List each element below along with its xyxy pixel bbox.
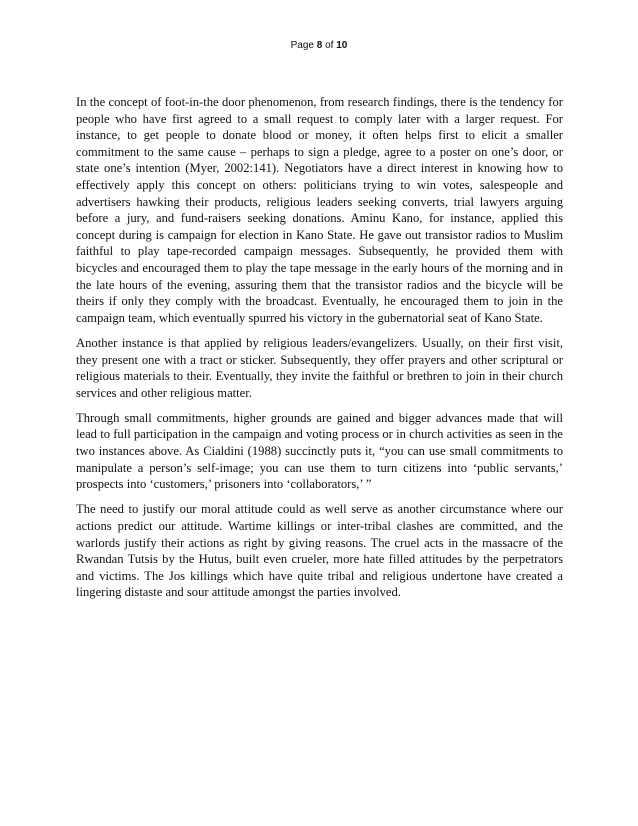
paragraph: Another instance is that applied by religious leaders/evangelizers. Usually, on their first visit, they present one with a tract or sticker. Subsequently, they offer prayers and other scriptural or religious materials to their. Eventually, they invite the faithful or brethren to join in their church services and other religious matter. bbox=[76, 335, 563, 400]
page-label: Page bbox=[290, 40, 314, 51]
paragraph: The need to justify our moral attitude could as well serve as another circumstance where our actions predict our attitude. Wartime killings or inter-tribal clashes are committed, and the warlords justify their actions as right by giving reasons. The cruel acts in the massacre of the Rwandan Tutsis by the Hutus, built even crueler, more hate filled attitudes by the perpetrators and victims. The Jos killings which have quite tribal and religious undertone have created a lingering distaste and sour attitude amongst the parties involved. bbox=[76, 502, 563, 600]
page-header bbox=[0, 40, 638, 51]
total-pages-number: 10 bbox=[336, 40, 348, 51]
paragraph: Through small commitments, higher grounds are gained and bigger advances made that will lead to full participation in the campaign and voting process or in church activities as seen in the two instances above. As Cialdini (1988) succinctly puts it, “you can use small commitments to manipulate a person’s self-image; you can use them to turn citizens into ‘public servants,’ prospects into ‘customers,’ prisoners into ‘collaborators,’ ” bbox=[76, 410, 563, 492]
paragraph: In the concept of foot-in-the door phenomenon, from research findings, there is the tendency for people who have first agreed to a small request to comply later with a larger request. For instance, to get people to donate blood or money, it often helps first to elicit a smaller commitment to the same cause – perhaps to sign a pledge, agree to a poster on one’s door, or state one’s intention (Myer, 2002:141). Negotiators have a direct interest in knowing how to effectively apply this concept on others: politicians trying to win votes, salespeople and advertisers hawking their products, religious leaders seeking converts, trial lawyers arguing before a jury, and fund-raisers seeking donations. Aminu Kano, for instance, applied this concept during is campaign for election in Kano State. He gave out transistor radios to Muslim faithful to play tape-recorded campaign messages. Subsequently, he provided them with bicycles and encouraged them to play the tape message in the early hours of the morning and in the late hours of the evening, assuring them that the transistor radios and the bicycle will be theirs if only they comply with the broadcast. Eventually, he encouraged them to join in the campaign team, which eventually spurred his victory in the gubernatorial seat of Kano State. bbox=[76, 95, 563, 325]
of-label: of bbox=[325, 40, 334, 51]
current-page-number: 8 bbox=[316, 40, 323, 51]
document-body bbox=[76, 94, 563, 610]
